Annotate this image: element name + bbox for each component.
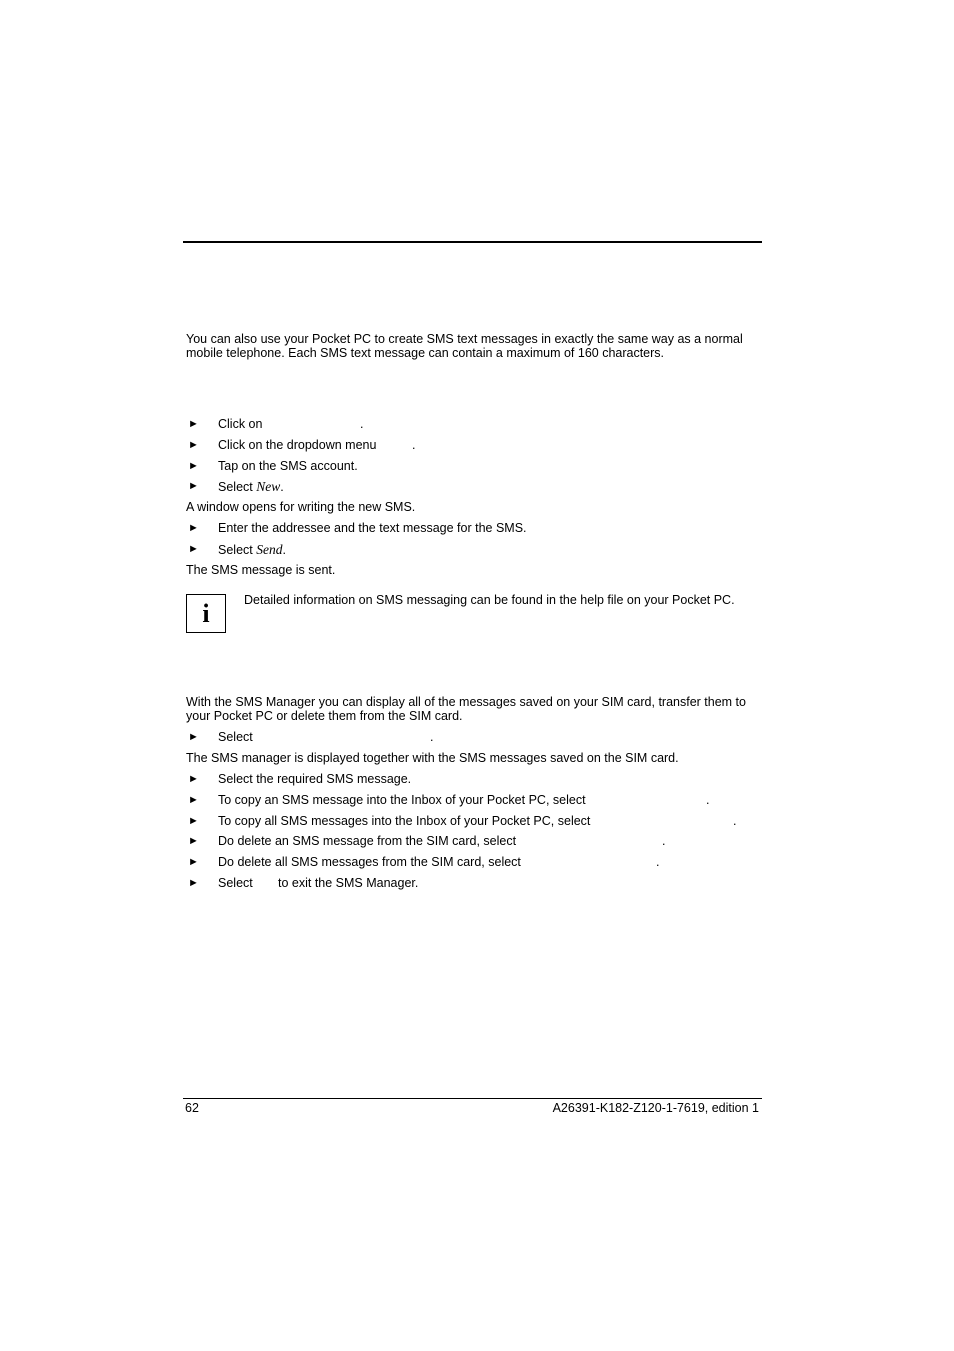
step-trail: .: [280, 480, 284, 494]
step-select-send: [218, 542, 286, 558]
menu-item-send: Send: [256, 542, 283, 557]
step-trail: .: [656, 855, 660, 869]
info-note-text: Detailed information on SMS messaging can be found in the help file on your Pocket PC.: [244, 593, 735, 607]
bullet-icon: ►: [188, 794, 199, 806]
result-sms-sent: The SMS message is sent.: [186, 563, 336, 577]
bullet-icon: ►: [188, 815, 199, 827]
bullet-icon: ►: [188, 460, 199, 472]
result-manager-displayed: The SMS manager is displayed together with the SMS messages saved on the SIM card.: [186, 751, 679, 765]
bullet-icon: ►: [188, 418, 199, 430]
step-copy-one: To copy an SMS message into the Inbox of your Pocket PC, select: [218, 793, 586, 807]
intro-paragraph: You can also use your Pocket PC to create SMS text messages in exactly the same way as a normal mobile telephone. Each SMS text message can contain a maximum of 160 characters.: [186, 332, 743, 360]
bullet-icon: ►: [188, 439, 199, 451]
step-text: Select: [218, 543, 257, 557]
step-trail: .: [282, 543, 286, 557]
bullet-icon: ►: [188, 731, 199, 743]
bullet-icon: ►: [188, 543, 199, 555]
result-window-opens: A window opens for writing the new SMS.: [186, 500, 416, 514]
step-trail: .: [430, 730, 434, 744]
step-delete-all: Do delete all SMS messages from the SIM card, select: [218, 855, 521, 869]
bullet-icon: ►: [188, 835, 199, 847]
step-trail: .: [706, 793, 710, 807]
step-delete-one: Do delete an SMS message from the SIM card, select: [218, 834, 517, 848]
bullet-icon: ►: [188, 480, 199, 492]
document-id: A26391-K182-Z120-1-7619, edition 1: [552, 1101, 759, 1115]
step-select-new: [218, 479, 284, 495]
bullet-icon: ►: [188, 856, 199, 868]
manager-intro-paragraph: With the SMS Manager you can display all of the messages saved on your SIM card, transfer them to your Pocket PC or delete them from the SIM card.: [186, 695, 746, 723]
bullet-icon: ►: [188, 877, 199, 889]
step-trail: .: [662, 834, 666, 848]
step-click-on: Click on: [218, 417, 263, 431]
menu-item-new: New: [256, 479, 281, 494]
step-select-manager: Select: [218, 730, 253, 744]
step-text: Select: [218, 480, 257, 494]
step-sms-account: Tap on the SMS account.: [218, 459, 358, 473]
bullet-icon: ►: [188, 522, 199, 534]
step-trail: .: [412, 438, 416, 452]
step-select-message: Select the required SMS message.: [218, 772, 412, 786]
step-dropdown: Click on the dropdown menu: [218, 438, 377, 452]
step-exit-select: Select: [218, 876, 253, 890]
step-enter-addressee: Enter the addressee and the text message for the SMS.: [218, 521, 527, 535]
header-rule: [183, 241, 762, 243]
step-copy-all: To copy all SMS messages into the Inbox of your Pocket PC, select: [218, 814, 591, 828]
step-exit-text: to exit the SMS Manager.: [278, 876, 419, 890]
info-icon: i: [186, 594, 226, 633]
step-trail: .: [733, 814, 737, 828]
step-trail: .: [360, 417, 364, 431]
page-number: 62: [185, 1101, 199, 1115]
footer-rule: [183, 1098, 762, 1099]
bullet-icon: ►: [188, 773, 199, 785]
